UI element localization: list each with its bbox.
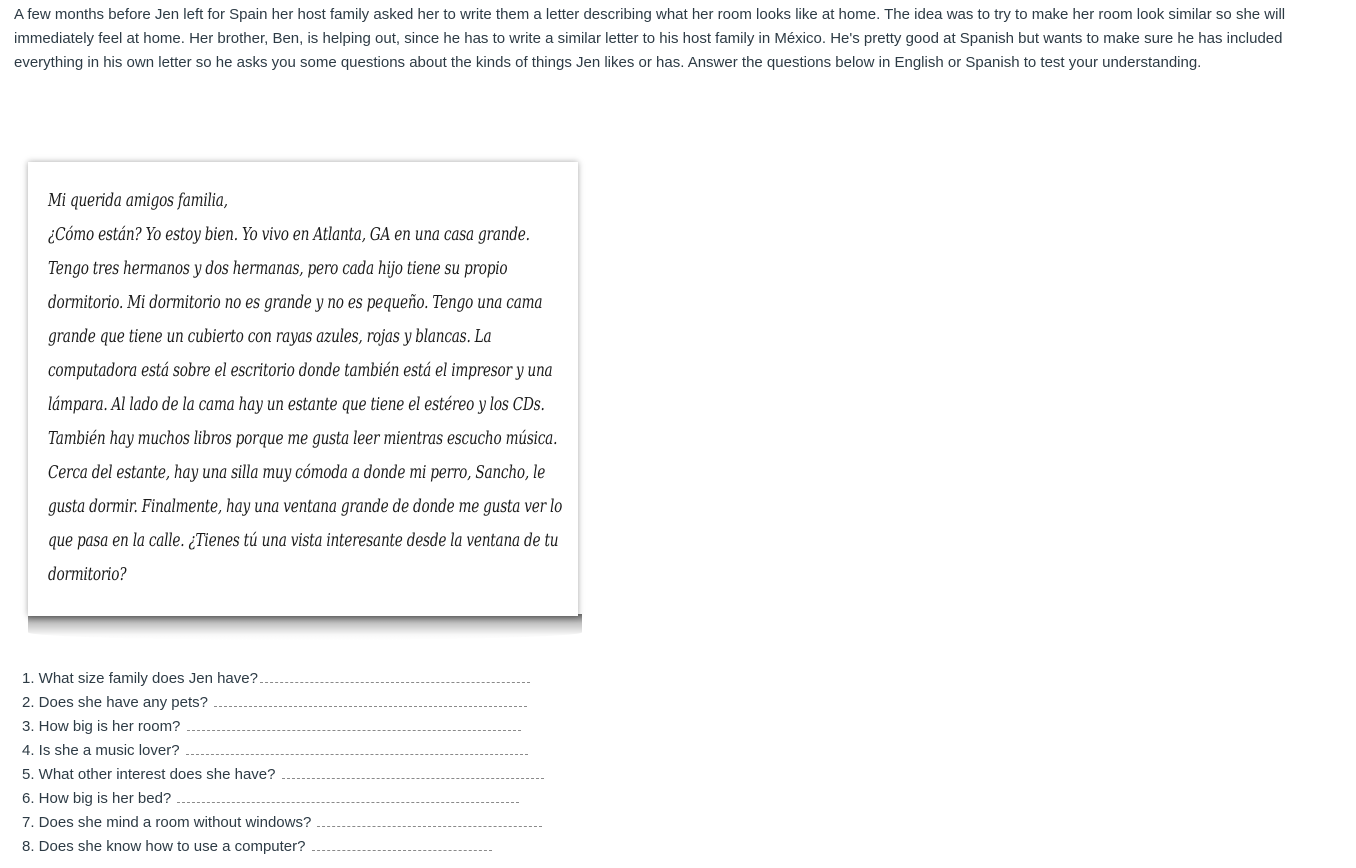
answer-blank[interactable] <box>260 670 530 683</box>
letter-line: que pasa en la calle. ¿Tienes tú una vista interesante desde la ventana de tu <box>48 531 559 551</box>
letter-line: computadora está sobre el escritorio donde también está el impresor y una <box>48 361 553 381</box>
paper-shadow <box>28 614 582 640</box>
question-item <box>22 811 544 835</box>
question-text: 1. What size family does Jen have? <box>22 670 258 687</box>
question-item <box>22 763 544 787</box>
letter-line: gusta dormir. Finalmente, hay una ventana grande de donde me gusta ver lo <box>48 497 563 517</box>
letter-line: lámpara. Al lado de la cama hay un estante que tiene el estéreo y los CDs. <box>48 395 545 415</box>
letter-line: Cerca del estante, hay una silla muy cómoda a donde mi perro, Sancho, le <box>48 463 546 483</box>
question-text: 2. Does she have any pets? <box>22 694 213 711</box>
question-text: 5. What other interest does she have? <box>22 766 280 783</box>
answer-blank[interactable] <box>317 814 542 827</box>
answer-blank[interactable] <box>187 718 521 731</box>
letter-image <box>28 162 580 640</box>
question-item <box>22 667 544 691</box>
question-item <box>22 787 544 811</box>
question-text: 3. How big is her room? <box>22 718 185 735</box>
answer-blank[interactable] <box>312 838 492 851</box>
answer-blank[interactable] <box>186 742 528 755</box>
answer-blank[interactable] <box>214 694 527 707</box>
question-text: 4. Is she a music lover? <box>22 742 184 759</box>
question-item <box>22 739 544 763</box>
letter-line: Tengo tres hermanos y dos hermanas, pero cada hijo tiene su propio <box>48 259 508 279</box>
instructions-paragraph: A few months before Jen left for Spain her host family asked her to write them a letter describing what her room looks like at home. The idea was to try to make her room look similar so she will immediately feel at home. Her brother, Ben, is helping out, since he has to write a similar letter to his host family in México. He's pretty good at Spanish but wants to make sure he has included everything in his own letter so he asks you some questions about the kinds of things Jen likes or has. Answer the questions below in English or Spanish to test your understanding. <box>14 6 1286 71</box>
answer-blank[interactable] <box>177 790 519 803</box>
question-text: 6. How big is her bed? <box>22 790 176 807</box>
letter-line: ¿Cómo están? Yo estoy bien. Yo vivo en Atlanta, GA en una casa grande. <box>48 225 530 245</box>
question-text: 7. Does she mind a room without windows? <box>22 814 316 831</box>
question-item <box>22 835 544 859</box>
letter-line: También hay muchos libros porque me gusta leer mientras escucho música. <box>48 429 558 449</box>
question-item <box>22 715 544 739</box>
letter-line: grande que tiene un cubierto con rayas azules, rojas y blancas. La <box>48 327 492 347</box>
answer-blank[interactable] <box>282 766 544 779</box>
handwritten-letter <box>48 184 568 592</box>
letter-paper <box>28 162 578 616</box>
question-item <box>22 691 544 715</box>
question-list <box>22 667 544 859</box>
question-text: 8. Does she know how to use a computer? <box>22 838 310 855</box>
letter-line: dormitorio. Mi dormitorio no es grande y no es pequeño. Tengo una cama <box>48 293 543 313</box>
letter-line: Mi querida amigos familia, <box>48 191 228 211</box>
letter-line: dormitorio? <box>48 565 127 585</box>
